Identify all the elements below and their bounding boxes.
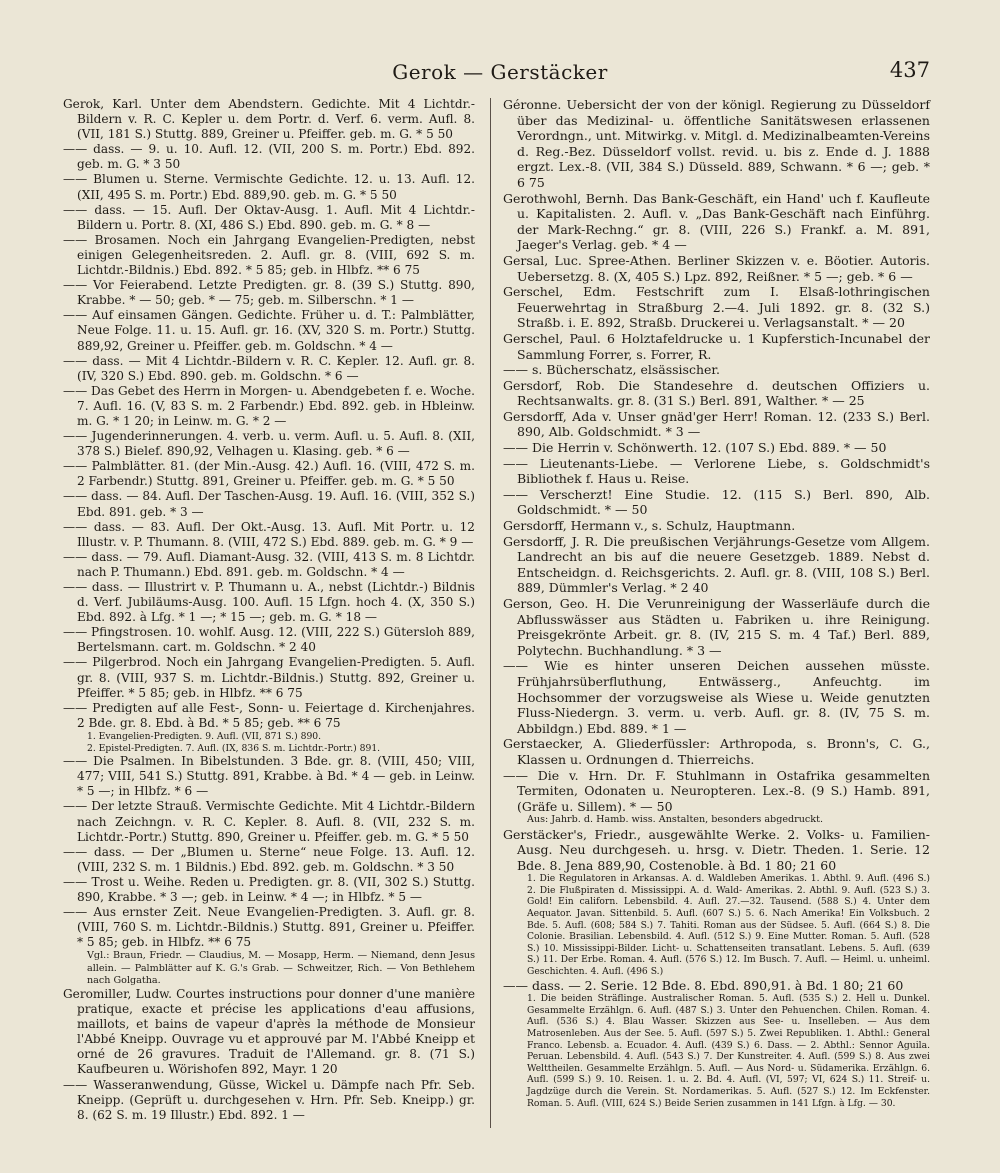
catalog-entry: —— dass. — 84. Aufl. Der Taschen-Ausg. 19. Aufl. 16. (VIII, 352 S.) Ebd. 891. geb. * 3 — — [63, 489, 475, 519]
catalog-entry: —— Lieutenants-Liebe. — Verlorene Liebe, s. Goldschmidt's Bibliothek f. Haus u. Reise. — [503, 455, 930, 487]
column-divider — [490, 98, 491, 1128]
catalog-entry: Gerok, Karl. Unter dem Abendstern. Gedichte. Mit 4 Lichtdr.-Bildern v. R. C. Kepler u. dem Portr. d. Verf. 6. verm. Aufl. 8. (VII, 181 S.) Stuttg. 889, Greiner u. Pfeiffer. geb. m. G. * 5 50 — [63, 97, 475, 142]
catalog-entry: Gersdorf, Rob. Die Standesehre d. deutschen Offiziers u. Rechtsanwalts. gr. 8. (31 S.) Berl. 891, Walther. * — 25 — [503, 377, 930, 409]
catalog-entry: —— Vor Feierabend. Letzte Predigten. gr. 8. (39 S.) Stuttg. 890, Krabbe. * — 50; geb. * — 75; geb. m. Silberschn. * 1 — — [63, 278, 475, 308]
right-column — [503, 97, 930, 1109]
catalog-entry: —— dass. — Illustrirt v. P. Thumann u. A., nebst (Lichtdr.-) Bildnis d. Verf. Jubiläums-Ausg. 100. Aufl. 15 Lfgn. hoch 4. (X, 350 S.) Ebd. 892. à Lfg. * 1 —; * 15 —; geb. m. G. * 18 — — [63, 580, 475, 625]
catalog-entry: —— Trost u. Weihe. Reden u. Predigten. gr. 8. (VII, 302 S.) Stuttg. 890, Krabbe. * 3 —; geb. in Leinw. * 4 —; in Hlbfz. * 5 — — [63, 874, 475, 904]
catalog-entry: —— dass. — Mit 4 Lichtdr.-Bildern v. R. C. Kepler. 12. Aufl. gr. 8. (IV, 320 S.) Ebd. 890. geb. m. Goldschn. * 6 — — [63, 353, 475, 383]
catalog-entry: Gersdorff, J. R. Die preußischen Verjährungs-Gesetze vom Allgem. Landrecht an bis auf die neuere Gesetzgeb. 1889. Nebst d. Entscheidgn. d. Reichsgerichts. 2. Aufl. gr. 8. (VIII, 108 S.) Berl. 889, Dümmler's Verlag. * 2 40 — [503, 533, 930, 596]
volume-list: 1. Die beiden Sträflinge. Australischer Roman. 5. Aufl. (535 S.) 2. Hell u. Dunkel. Gesammelte Erzählgn. 6. Aufl. (487 S.) 3. Unter den Pehuenchen. Chilen. Roman. 4. Aufl. (536 S.) 4. Blau Wasser. Skizzen aus See- u. Inselleben. — Aus dem Matrosenleben. Aus der See. 5. Aufl. (597 S.) 5. Zwei Republiken. 1. Abthl.: General Franco. Lebensb. a. Ecuador. 4. Aufl. (439 S.) 6. Dass. — 2. Abthl.: Sennor Aguila. Peruan. Lebensbild. 4. Aufl. (543 S.) 7. Der Kunstreiter. 4. Aufl. (599 S.) 8. Aus zwei Welttheilen. Gesammelte Erzählgn. 5. Aufl. — Aus Nord- u. Südamerika. Erzählgn. 6. Aufl. (599 S.) 9. 10. Reisen. 1. u. 2. Bd. 4. Aufl. (VI, 597; VI, 624 S.) 11. Streif- u. Jagdzüge durch die Verein. St. Nordamerikas. 5. Aufl. (527 S.) 12. Im Eckfenster. Roman. 5. Aufl. (VIII, 624 S.) Beide Serien zusammen in 141 Lfgn. à Lfg. — 30. — [527, 993, 930, 1109]
catalog-entry: Gerstäcker's, Friedr., ausgewählte Werke. 2. Volks- u. Familien-Ausg. Neu durchgeseh. u. hrsg. v. Dietr. Theden. 1. Serie. 12 Bde. 8. Jena 889,90, Costenoble. à Bd. 1 80; 21 60 — [503, 826, 930, 873]
catalog-entry: —— Auf einsamen Gängen. Gedichte. Früher u. d. T.: Palmblätter, Neue Folge. 11. u. 15. Aufl. gr. 16. (XV, 320 S. m. Portr.) Stuttg. 889,92, Greiner u. Pfeiffer. geb. m. Goldschn. * 4 — — [63, 308, 475, 353]
catalog-entry: —— Die Psalmen. In Bibelstunden. 3 Bde. gr. 8. (VIII, 450; VIII, 477; VIII, 541 S.) Stuttg. 891, Krabbe. à Bd. * 4 — geb. in Leinw. * 5 —; in Hlbfz. * 6 — — [63, 754, 475, 799]
catalog-entry: —— Predigten auf alle Fest-, Sonn- u. Feiertage d. Kirchenjahres. 2 Bde. gr. 8. Ebd. à Bd. * 5 85; geb. ** 6 75 — [63, 700, 475, 730]
catalog-entry: —— Die v. Hrn. Dr. F. Stuhlmann in Ostafrika gesammelten Termiten, Odonaten u. Neuropteren. Lex.-8. (9 S.) Hamb. 891, (Gräfe u. Sillem). * — 50 — [503, 767, 930, 814]
catalog-entry: —— Das Gebet des Herrn in Morgen- u. Abendgebeten f. e. Woche. 7. Aufl. 16. (V, 83 S. m. 2 Farbendr.) Ebd. 892. geb. in Hbleinw. m. G. * 1 20; in Leinw. m. G. * 2 — — [63, 383, 475, 428]
catalog-entry: —— dass. — 15. Aufl. Der Oktav-Ausg. 1. Aufl. Mit 4 Lichtdr.-Bildern u. Portr. 8. (XI, 486 S.) Ebd. 890. geb. m. G. * 8 — — [63, 202, 475, 232]
catalog-entry: —— Verscherzt! Eine Studie. 12. (115 S.) Berl. 890, Alb. Goldschmidt. * — 50 — [503, 486, 930, 518]
catalog-entry: Gersal, Luc. Spree-Athen. Berliner Skizzen v. e. Böotier. Autoris. Uebersetzg. 8. (X, 405 S.) Lpz. 892, Reißner. * 5 —; geb. * 6 — — [503, 252, 930, 284]
catalog-entry: —— Pfingstrosen. 10. wohlf. Ausg. 12. (VIII, 222 S.) Gütersloh 889, Bertelsmann. cart. m. Goldschn. * 2 40 — [63, 625, 475, 655]
page-number: 437 — [889, 58, 930, 82]
catalog-entry: Gerschel, Paul. 6 Holztafeldrucke u. 1 Kupferstich-Incunabel der Sammlung Forrer, s. Forrer, R. — [503, 330, 930, 362]
catalog-entry: —— dass. — 79. Aufl. Diamant-Ausg. 32. (VIII, 413 S. m. 8 Lichtdr. nach P. Thumann.) Ebd. 891. geb. m. Goldschn. * 4 — — [63, 549, 475, 579]
catalog-entry: —— Pilgerbrod. Noch ein Jahrgang Evangelien-Predigten. 5. Aufl. gr. 8. (VIII, 937 S. m. Lichtdr.-Bildnis.) Stuttg. 892, Greiner u. Pfeiffer. * 5 85; geb. in Hlbfz. ** 6 75 — [63, 655, 475, 700]
catalog-entry: —— dass. — 83. Aufl. Der Okt.-Ausg. 13. Aufl. Mit Portr. u. 12 Illustr. v. P. Thumann. 8. (VIII, 472 S.) Ebd. 889. geb. m. G. * 9 — — [63, 519, 475, 549]
catalog-entry: —— dass. — 9. u. 10. Aufl. 12. (VII, 200 S. m. Portr.) Ebd. 892. geb. m. G. * 3 50 — [63, 142, 475, 172]
catalog-entry: —— Aus ernster Zeit. Neue Evangelien-Predigten. 3. Aufl. gr. 8. (VIII, 760 S. m. Lichtdr.-Bildnis.) Stuttg. 891, Greiner u. Pfeiffer. * 5 85; geb. in Hlbfz. ** 6 75 — [63, 905, 475, 950]
catalog-entry: —— Die Herrin v. Schönwerth. 12. (107 S.) Ebd. 889. * — 50 — [503, 440, 887, 456]
catalog-entry: Gerson, Geo. H. Die Verunreinigung der Wasserläufe durch die Abflusswässer aus Städten u. Fabriken u. ihre Reinigung. Preisgekrönte Arbeit. gr. 8. (IV, 215 S. m. 4 Taf.) Berl. 889, Polytechn. Buchhandlung. * 3 — — [503, 596, 930, 658]
volume-list: 1. Die Regulatoren in Arkansas. A. d. Waldleben Amerikas. 1. Abthl. 9. Aufl. (496 S.) 2. Die Flußpiraten d. Mississippi. A. d. Wald- Amerikas. 2. Abthl. 9. Aufl. (523 S.) 3. Gold! Ein californ. Lebensbild. 4. Aufl. 27.—32. Tausend. (588 S.) 4. Unter dem Aequator. Javan. Sittenbild. 5. Aufl. (607 S.) 5. 6. Nach Amerika! Ein Volksbuch. 2 Bde. 5. Aufl. (608; 584 S.) 7. Tahiti. Roman aus der Südsee. 5. Aufl. (664 S.) 8. Die Colonie. Brasilian. Lebensbild. 4. Aufl. (512 S.) 9. Eine Mutter. Roman. 5. Aufl. (528 S.) 10. Mississippi-Bilder. Licht- u. Schattenseiten transatlant. Lebens. 5. Aufl. (639 S.) 11. Der Erbe. Roman. 4. Aufl. (576 S.) 12. Im Busch. 7. Aufl. — Heiml. u. unheiml. Geschichten. 4. Aufl. (496 S.) — [527, 873, 930, 978]
catalog-entry: Gersdorff, Ada v. Unser gnäd'ger Herr! Roman. 12. (233 S.) Berl. 890, Alb. Goldschmidt. * 3 — — [503, 408, 930, 440]
catalog-entry: —— dass. — 2. Serie. 12 Bde. 8. Ebd. 890,91. à Bd. 1 80; 21 60 — [503, 977, 904, 993]
catalog-entry: —— Der letzte Strauß. Vermischte Gedichte. Mit 4 Lichtdr.-Bildern nach Zeichngn. v. R. C. Kepler. 8. Aufl. 8. (VII, 232 S. m. Lichtdr.-Portr.) Stuttg. 890, Greiner u. Pfeiffer. geb. m. G. * 5 50 — [63, 799, 475, 844]
catalog-entry: —— Jugenderinnerungen. 4. verb. u. verm. Aufl. u. 5. Aufl. 8. (XII, 378 S.) Bielef. 890,92, Velhagen u. Klasing. geb. * 6 — — [63, 429, 475, 459]
catalog-entry: —— Blumen u. Sterne. Vermischte Gedichte. 12. u. 13. Aufl. 12. (XII, 495 S. m. Portr.) Ebd. 889,90. geb. m. G. * 5 50 — [63, 172, 475, 202]
catalog-entry: —— Brosamen. Noch ein Jahrgang Evangelien-Predigten, nebst einigen Gelegenheitsreden. 2. Aufl. gr. 8. (VIII, 692 S. m. Lichtdr.-Bildnis.) Ebd. 892. * 5 85; geb. in Hlbfz. ** 6 75 — [63, 232, 475, 278]
volume-list: 2. Epistel-Predigten. 7. Aufl. (IX, 836 S. m. Lichtdr.-Portr.) 891. — [87, 742, 381, 754]
catalog-entry: —— Wasseranwendung, Güsse, Wickel u. Dämpfe nach Pfr. Seb. Kneipp. (Geprüft u. durchgesehen v. Hrn. Pfr. Seb. Kneipp.) gr. 8. (62 S. m. 19 Illustr.) Ebd. 892. 1 — — [63, 1077, 475, 1122]
running-header: Gerok — Gerstäcker — [392, 60, 608, 84]
catalog-entry: Gerschel, Edm. Festschrift zum I. Elsaß-lothringischen Feuerwehrtag in Straßburg 2.—4. Juli 1892. gr. 8. (32 S.) Straßb. i. E. 892, Straßb. Druckerei u. Verlagsanstalt. * — 20 — [503, 284, 930, 331]
catalog-entry: Géronne. Uebersicht der von der königl. Regierung zu Düsseldorf über das Medizinal- u. öffentliche Sanitätswesen erlassenen Verordngn., unt. Mitwirkg. v. Mitgl. d. Medizinalbeamten-Vereins d. Reg.-Bez. Düsseldorf vollst. revid. u. bis z. Ende d. J. 1888 ergzt. Lex.-8. (VII, 384 S.) Düsseld. 889, Schwann. * 6 —; geb. * 6 75 — [503, 97, 930, 190]
catalog-entry: Gerstaecker, A. Gliederfüssler: Arthropoda, s. Bronn's, C. G., Klassen u. Ordnungen d. Thierreichs. — [503, 736, 930, 767]
catalog-entry: —— Wie es hinter unseren Deichen aussehen müsste. Frühjahrsüberfluthung, Entwässerg., Anfeuchtg. im Hochsommer der vorzugsweise als Wiese u. Weide genutzten Fluss-Niedergn. 3. verm. u. verb. Aufl. gr. 8. (IV, 75 S. m. Abbildgn.) Ebd. 889. * 1 — — [503, 658, 930, 736]
catalog-entry: Gersdorff, Hermann v., s. Schulz, Hauptmann. — [503, 518, 796, 534]
catalog-entry: —— dass. — Der „Blumen u. Sterne“ neue Folge. 13. Aufl. 12. (VIII, 232 S. m. 1 Bildnis.) Ebd. 892. geb. m. Goldschn. * 3 50 — [63, 844, 475, 874]
catalog-entry: Geromiller, Ludw. Courtes instructions pour donner d'une manière pratique, exacte et précise les applications d'eau affusions, maillots, et bains de vapeur d'après la méthode de Monsieur l'Abbé Kneipp. Ouvrage vu et approuvé par M. l'Abbé Kneipp et orné de 26 gravures. Traduit de l'Allemand. gr. 8. (71 S.) Kaufbeuren u. Wörishofen 892, Mayr. 1 20 — [63, 986, 475, 1077]
volume-list: 1. Evangelien-Predigten. 9. Aufl. (VII, 871 S.) 890. — [87, 730, 322, 742]
catalog-entry: —— Palmblätter. 81. (der Min.-Ausg. 42.) Aufl. 16. (VIII, 472 S. m. 2 Farbendr.) Stuttg. 891, Greiner u. Pfeiffer. geb. m. G. * 5 50 — [63, 459, 475, 489]
cross-reference-note: Aus: Jahrb. d. Hamb. wiss. Anstalten, besonders abgedruckt. — [527, 814, 824, 826]
cross-reference-note: Vgl.: Braun, Friedr. — Claudius, M. — Mosapp, Herm. — Niemand, denn Jesus allein. — Palmblätter auf K. G.'s Grab. — Schweitzer, Rich. — Von Bethlehem nach Golgatha. — [87, 950, 475, 986]
left-column — [63, 97, 475, 1123]
catalog-entry: Gerothwohl, Bernh. Das Bank-Geschäft, ein Hand' uch f. Kaufleute u. Kapitalisten. 2. Aufl. v. „Das Bank-Geschäft nach Einführg. der Mark-Rechng.“ gr. 8. (VIII, 226 S.) Frankf. a. M. 891, Jaeger's Verlag. geb. * 4 — — [503, 190, 930, 253]
catalog-entry: —— s. Bücherschatz, elsässischer. — [503, 362, 720, 378]
